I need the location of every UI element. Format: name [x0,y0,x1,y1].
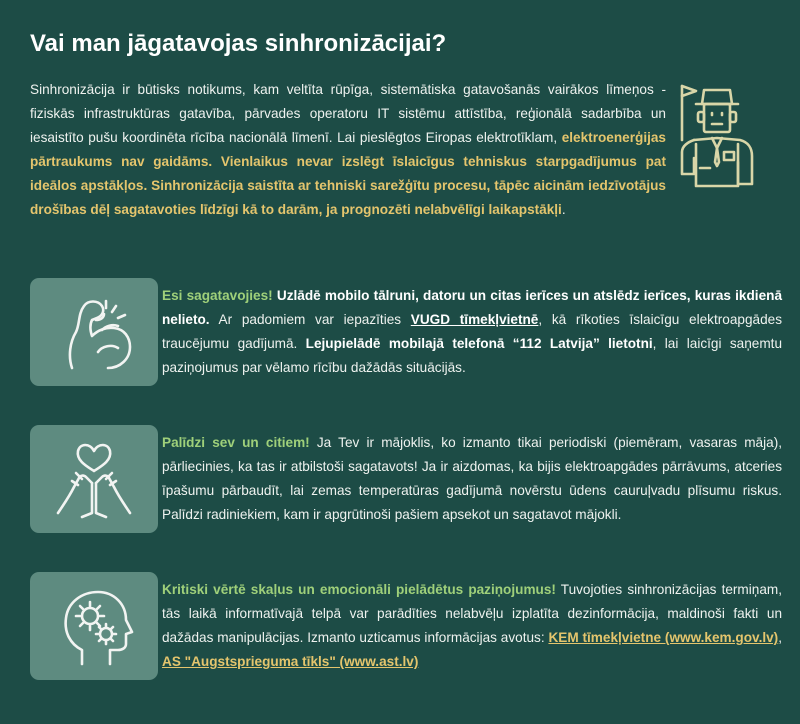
vugd-link[interactable]: VUGD tīmekļvietnē [410,312,539,327]
section-critical-thinking [30,572,782,680]
text-segment: Ar padomiem var iepazīties [209,312,411,327]
intro-text: Sinhronizācija ir būtisks notikums, kam veltīta rūpīga, sistemātiska gatavošanās vairākos līmeņos - fiziskās infrastruktūras gatavība, pārvades operatoru IT sistēmu attīstība, reģionālā sadarbība un iesaistīto pušu koordinēta rīcība nacionālā līmenī. Lai pieslēgtos Eiropas elektrotīklam, [30,82,666,145]
bold-instruction: Uzlādē mobilo tālruni, datoru un citas ierīces un atslēdz ierīces, kuras ikdienā nelieto. [162,288,782,327]
section-label: Esi sagatavojies! [162,288,273,303]
kem-link[interactable]: KEM tīmekļvietne (www.kem.gov.lv) [548,630,779,645]
page-title: Vai man jāgatavojas sinhronizācijai? [30,30,447,57]
section-text [162,431,782,527]
separator: , [778,630,782,645]
intro-highlight: elektroenerģijas pārtraukums nav gaidāms. Vienlaikus nevar izslēgt īslaicīgus tehniskus starpgadījumus pat ideālos apstākļos. Sinhronizācija saistīta ar tehniski sarežģītu procesu, tāpēc aicinām iedzīvotājus drošības dēļ sagatavoties līdzīgi kā to darām, ja prognozēti nelabvēlīgi laikapstākļi [30,130,666,217]
section-prepare [30,278,782,386]
hands-heart-icon [52,437,136,521]
icon-box [30,278,158,386]
text-segment: , lai laicīgi saņemtu paziņojumus par vēlamo rīcību dažādās situācijās. [162,336,783,375]
text-segment: , kā rīkoties īslaicīgu elektroapgādes traucējumu gadījumā. [162,312,783,351]
section-help [30,425,782,533]
icon-box [30,425,158,533]
section-text [162,578,782,674]
head-gears-icon [52,584,136,668]
section-text [162,284,782,380]
person-with-flag-icon [674,78,766,194]
intro-paragraph [30,78,666,222]
intro-end: . [561,202,566,217]
flexed-arm-icon [52,290,136,374]
section-label: Palīdzi sev un citiem! [162,435,310,450]
text-segment: Tuvojoties sinhronizācijas termiņam, tās laikā informatīvajā telpā var parādīties nelabvēļu izplatīta dezinformācija, maldinoši fakti un dažādas manipulācijas. Izmanto uzticamus informācijas avotus: [162,582,782,645]
icon-box [30,572,158,680]
section-label: Kritiski vērtē skaļus un emocionāli pielādētus paziņojumus! [162,582,556,597]
text-segment: Ja Tev ir mājoklis, ko izmanto tikai periodiski (piemēram, vasaras māja), pārliecinies, ka tas ir atbilstoši sagatavots! Ja ir aizdomas, ka bijis elektroapgādes pārrāvums, atceries īpašumu pārbaudīt, lai zemas temperatūras gadījumā novērstu ūdens cauruļvadu plīsumu riskus. Palīdzi radiniekiem, kam ir apgrūtinoši pašiem apsekot un sagatavot mājokli. [162,435,782,522]
ast-link[interactable]: AS "Augstsprieguma tīkls" (www.ast.lv) [162,654,419,669]
app-download-instruction: Lejupielādē mobilajā telefonā “112 Latvija” lietotni [305,336,653,351]
